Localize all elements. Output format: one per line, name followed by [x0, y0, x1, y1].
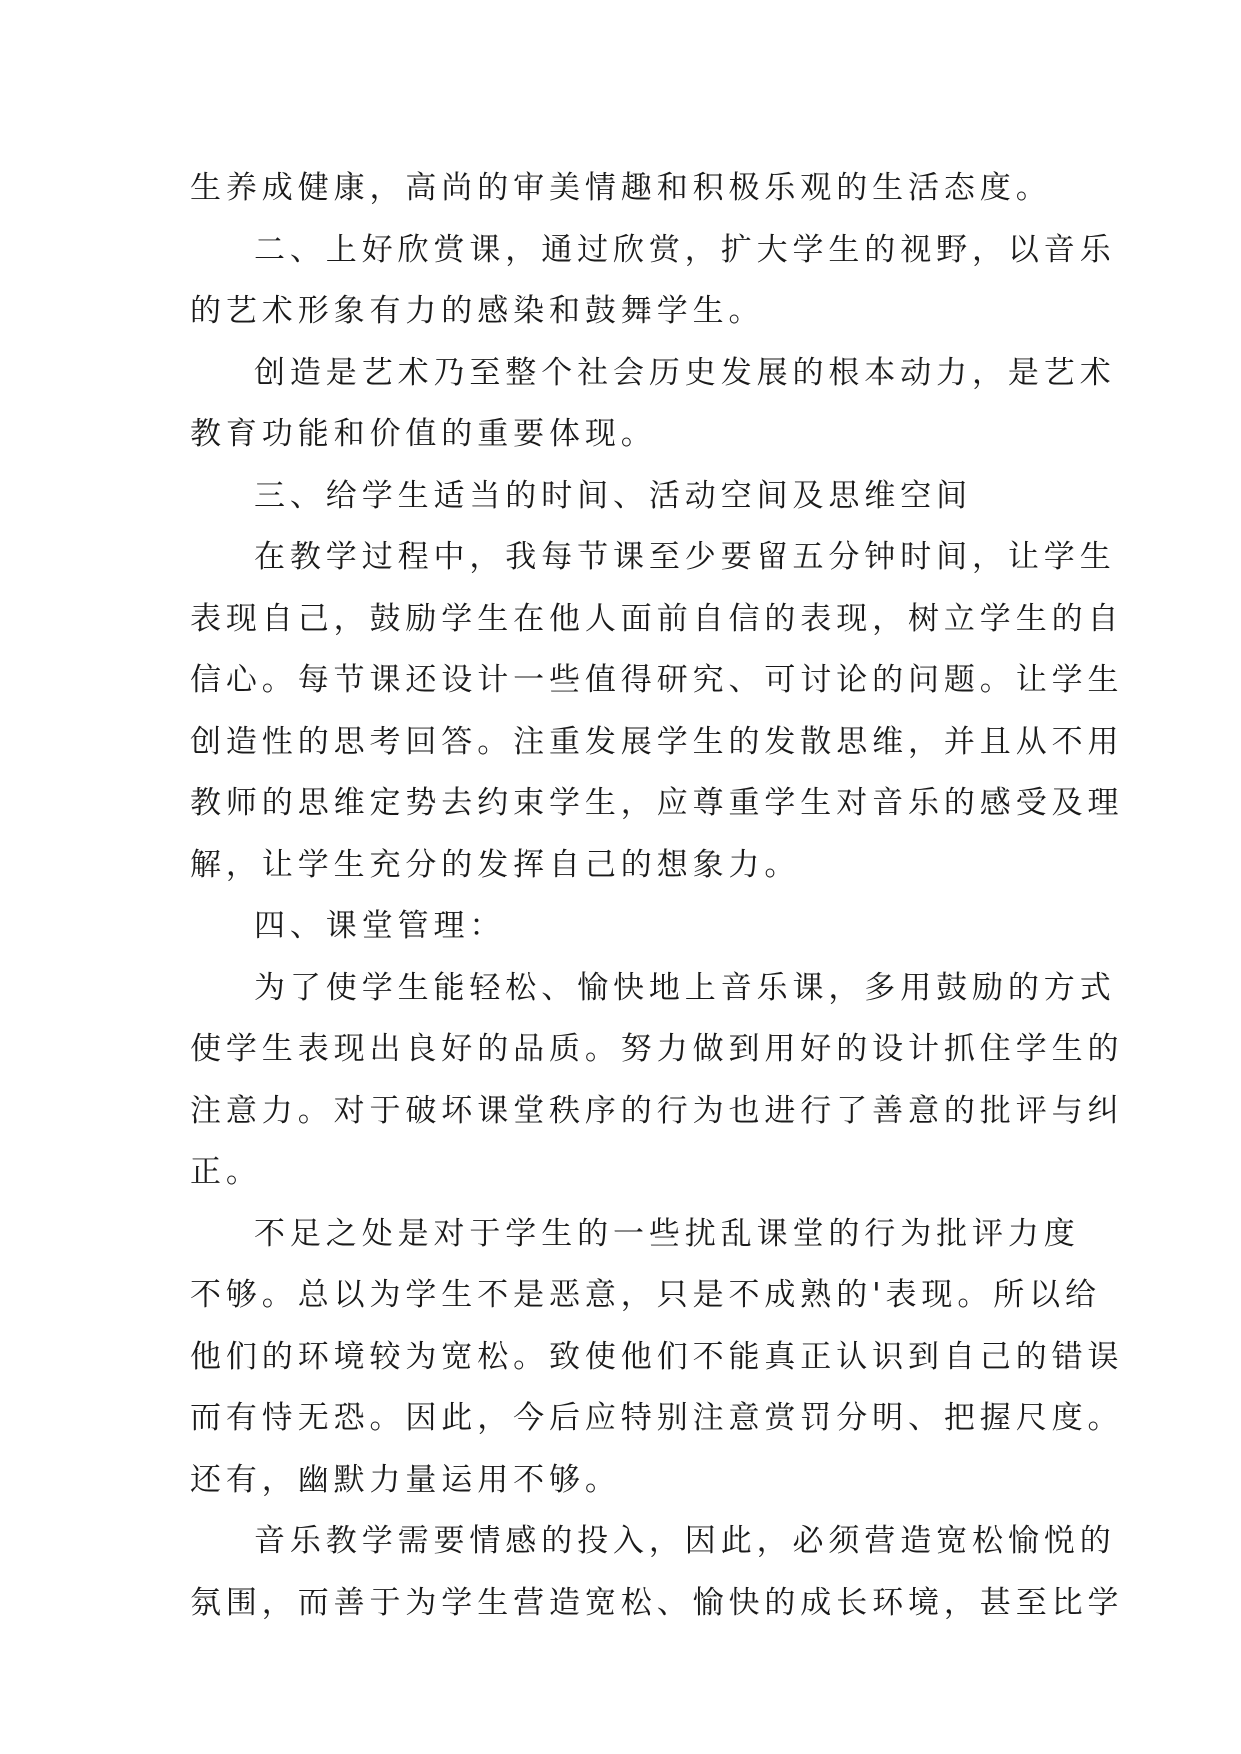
- text-line: 创造性的思考回答。注重发展学生的发散思维，并且从不用: [190, 723, 1124, 760]
- text-line: 在教学过程中，我每节课至少要留五分钟时间，让学生: [254, 539, 1116, 575]
- text-line: 注意力。对于破坏课堂秩序的行为也进行了善意的批评与纠: [190, 1092, 1124, 1129]
- text-line: 解，让学生充分的发挥自己的想象力。: [190, 846, 801, 883]
- text-line: 表现自己，鼓励学生在他人面前自信的表现，树立学生的自: [190, 600, 1124, 637]
- text-line: 使学生表现出良好的品质。努力做到用好的设计抓住学生的: [190, 1031, 1124, 1067]
- text-line: 生养成健康，高尚的审美情趣和积极乐观的生活态度。: [190, 170, 1052, 206]
- text-line: 氛围，而善于为学生营造宽松、愉快的成长环境，甚至比学: [190, 1584, 1124, 1621]
- text-line: 不够。总以为学生不是恶意，只是不成熟的'表现。所以给: [190, 1277, 1101, 1313]
- text-line: 正。: [190, 1154, 262, 1190]
- text-line: 音乐教学需要情感的投入，因此，必须营造宽松愉悦的: [254, 1523, 1116, 1559]
- text-line: 不足之处是对于学生的一些扰乱课堂的行为批评力度: [254, 1215, 1080, 1252]
- text-line: 三、给学生适当的时间、活动空间及思维空间: [254, 477, 972, 514]
- text-line: 二、上好欣赏课，通过欣赏，扩大学生的视野，以音乐: [254, 231, 1116, 268]
- text-line: 的艺术形象有力的感染和鼓舞学生。: [190, 293, 765, 329]
- text-line: 他们的环境较为宽松。致使他们不能真正认识到自己的错误: [190, 1338, 1124, 1375]
- text-line: 教师的思维定势去约束学生，应尊重学生对音乐的感受及理: [190, 785, 1124, 821]
- text-line: 为了使学生能轻松、愉快地上音乐课，多用鼓励的方式: [254, 969, 1116, 1006]
- text-line: 还有，幽默力量运用不够。: [190, 1461, 621, 1498]
- text-line: 创造是艺术乃至整个社会历史发展的根本动力，是艺术: [254, 354, 1116, 391]
- text-line: 而有恃无恐。因此，今后应特别注意赏罚分明、把握尺度。: [190, 1400, 1124, 1436]
- text-line: 四、课堂管理：: [254, 908, 506, 944]
- document-body: [190, 158, 1124, 1634]
- text-line: 信心。每节课还设计一些值得研究、可讨论的问题。让学生: [190, 662, 1124, 698]
- text-line: 教育功能和价值的重要体现。: [190, 416, 657, 452]
